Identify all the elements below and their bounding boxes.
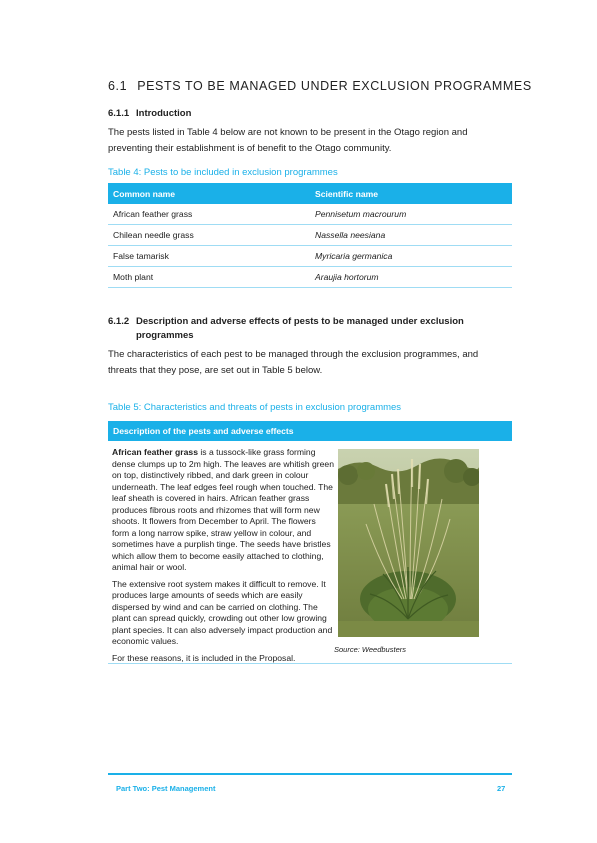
column-header-scientific-name: Scientific name bbox=[310, 183, 512, 204]
subsection-heading-introduction bbox=[108, 108, 191, 119]
subsection-title-line-2: programmes bbox=[136, 330, 194, 341]
subsection-heading-description bbox=[108, 315, 464, 343]
description-line-2: threats that they pose, are set out in Table 5 below. bbox=[108, 364, 323, 376]
african-feather-grass-photo bbox=[338, 449, 479, 637]
photo-source: Source: Weedbusters bbox=[334, 645, 406, 654]
scientific-name-cell: Araujia hortorum bbox=[310, 267, 512, 288]
table5-caption: Table 5: Characteristics and threats of pests in exclusion programmes bbox=[108, 402, 402, 413]
pest-description bbox=[112, 447, 334, 669]
common-name-cell: Chilean needle grass bbox=[108, 225, 310, 246]
section-heading bbox=[108, 79, 532, 93]
section-number: 6.1 bbox=[108, 79, 128, 93]
common-name-cell: Moth plant bbox=[108, 267, 310, 288]
scientific-name-cell: Nassella neesiana bbox=[310, 225, 512, 246]
description-paragraph-3: For these reasons, it is included in the Proposal. bbox=[112, 652, 296, 663]
section-title: PESTS TO BE MANAGED UNDER EXCLUSION PROGRAMMES bbox=[137, 79, 532, 93]
description-paragraph bbox=[108, 347, 518, 378]
description-line-1: The characteristics of each pest to be managed through the exclusion programmes, and bbox=[108, 349, 479, 360]
table5-body bbox=[108, 441, 512, 664]
table-row bbox=[108, 225, 512, 246]
pest-characteristics: is a tussock-like grass forming dense clumps up to 2m high. The leaves are whitish green on top, distinctively ribbed, and dark green in colour underneath. The leaf edges feel rough when touched. The leaf sheath is covered in hairs. African feather grass produces fibrous roots and rhizomes that will form new shoots. It flowers from December to April. The flowers form a long narrow spike, straw yellow in colour, and sometimes have a purplish tinge. The seeds have bristles which allow them to become easily attached to clothing, animal hair or wool. bbox=[112, 447, 334, 572]
table-row bbox=[108, 246, 512, 267]
description-paragraph-2: The extensive root system makes it difficult to remove. It produces large amounts of seeds which are easily dispersed by wind and can be carried on clothing. The plant can spread quickly, crowding out other low growing plant species. It can also adversely impact production and economic values. bbox=[112, 578, 333, 646]
pests-table bbox=[108, 183, 512, 288]
table4-caption: Table 4: Pests to be included in exclusion programmes bbox=[108, 167, 338, 178]
footer-part-title: Part Two: Pest Management bbox=[116, 784, 216, 793]
introduction-line-2: preventing their establishment is of benefit to the Otago community. bbox=[108, 142, 392, 154]
table5-header: Description of the pests and adverse effects bbox=[108, 421, 512, 441]
common-name-cell: False tamarisk bbox=[108, 246, 310, 267]
table-row bbox=[108, 267, 512, 288]
scientific-name-cell: Pennisetum macrourum bbox=[310, 204, 512, 225]
introduction-paragraph bbox=[108, 125, 518, 156]
page-number: 27 bbox=[497, 784, 506, 793]
scientific-name-cell: Myricaria germanica bbox=[310, 246, 512, 267]
column-header-common-name: Common name bbox=[108, 183, 310, 204]
pest-name: African feather grass bbox=[112, 447, 198, 457]
subsection-number: 6.1.1 bbox=[108, 108, 130, 119]
table-header-row bbox=[108, 183, 512, 204]
introduction-line-1: The pests listed in Table 4 below are not known to be present in the Otago region and bbox=[108, 127, 468, 138]
subsection-title: Introduction bbox=[136, 108, 192, 119]
subsection-number: 6.1.2 bbox=[108, 316, 130, 327]
common-name-cell: African feather grass bbox=[108, 204, 310, 225]
subsection-title-line-1: Description and adverse effects of pests to be managed under exclusion bbox=[136, 316, 464, 327]
footer-rule bbox=[108, 773, 512, 775]
description-paragraph-1 bbox=[112, 447, 334, 574]
table-row bbox=[108, 204, 512, 225]
